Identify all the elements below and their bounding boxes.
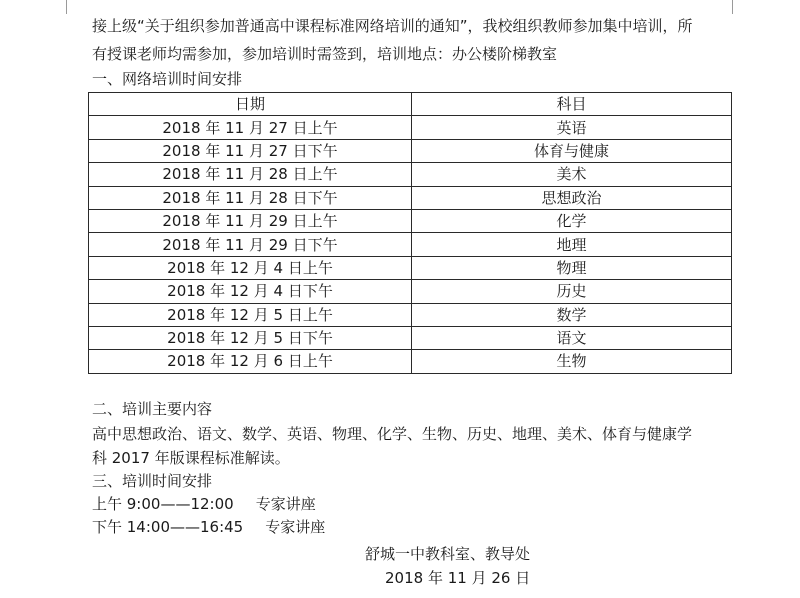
row-date: 2018 年 11 月 29 日上午 (89, 209, 412, 232)
morning-time: 上午 9:00——12:00 (92, 495, 234, 513)
row-date: 2018 年 12 月 5 日上午 (89, 303, 412, 326)
row-subject: 地理 (412, 233, 732, 256)
afternoon-activity: 专家讲座 (265, 518, 326, 536)
row-subject: 体育与健康 (412, 139, 732, 162)
row-subject: 数学 (412, 303, 732, 326)
row-subject: 思想政治 (412, 186, 732, 209)
row-subject: 历史 (412, 280, 732, 303)
table-header-row (89, 93, 732, 116)
header-date: 日期 (89, 93, 412, 116)
row-date: 2018 年 11 月 29 日下午 (89, 233, 412, 256)
row-date: 2018 年 12 月 4 日下午 (89, 280, 412, 303)
row-subject: 化学 (412, 209, 732, 232)
table-row (89, 280, 732, 303)
row-subject: 语文 (412, 326, 732, 349)
table-row (89, 186, 732, 209)
row-date: 2018 年 12 月 4 日上午 (89, 256, 412, 279)
table-row (89, 256, 732, 279)
row-subject: 生物 (412, 350, 732, 373)
table-row (89, 209, 732, 232)
table-row (89, 303, 732, 326)
afternoon-schedule (92, 516, 325, 538)
intro-line-2: 有授课老师均需参加，参加培训时需签到，培训地点：办公楼阶梯教室 (92, 45, 558, 63)
row-date: 2018 年 12 月 6 日上午 (89, 350, 412, 373)
section-3-title: 三、培训时间安排 (92, 472, 213, 490)
content-line-1: 高中思想政治、语文、数学、英语、物理、化学、生物、历史、地理、美术、体育与健康学 (92, 425, 693, 443)
intro-line-1: 接上级“关于组织参加普通高中课程标准网络培训的通知”，我校组织教师参加集中培训，所 (92, 17, 693, 35)
table-row (89, 139, 732, 162)
row-subject: 美术 (412, 163, 732, 186)
row-subject: 英语 (412, 116, 732, 139)
signature-date: 2018 年 11 月 26 日 (385, 569, 531, 587)
schedule-table (88, 92, 732, 374)
section-1-title: 一、网络培训时间安排 (92, 70, 243, 88)
section-2-title: 二、培训主要内容 (92, 400, 213, 418)
row-date: 2018 年 11 月 27 日上午 (89, 116, 412, 139)
page-corner-mark-right (732, 0, 733, 14)
table-row (89, 116, 732, 139)
row-date: 2018 年 12 月 5 日下午 (89, 326, 412, 349)
row-date: 2018 年 11 月 28 日下午 (89, 186, 412, 209)
signature-office: 舒城一中教科室、教导处 (365, 545, 531, 563)
afternoon-time: 下午 14:00——16:45 (92, 518, 244, 536)
table-row (89, 163, 732, 186)
row-date: 2018 年 11 月 28 日上午 (89, 163, 412, 186)
header-subject: 科目 (412, 93, 732, 116)
page-corner-mark-left (66, 0, 67, 14)
content-line-2: 科 2017 年版课程标准解读。 (92, 449, 290, 467)
morning-activity: 专家讲座 (255, 495, 316, 513)
row-subject: 物理 (412, 256, 732, 279)
table-row (89, 350, 732, 373)
morning-schedule (92, 493, 316, 515)
table-row (89, 233, 732, 256)
table-row (89, 326, 732, 349)
row-date: 2018 年 11 月 27 日下午 (89, 139, 412, 162)
